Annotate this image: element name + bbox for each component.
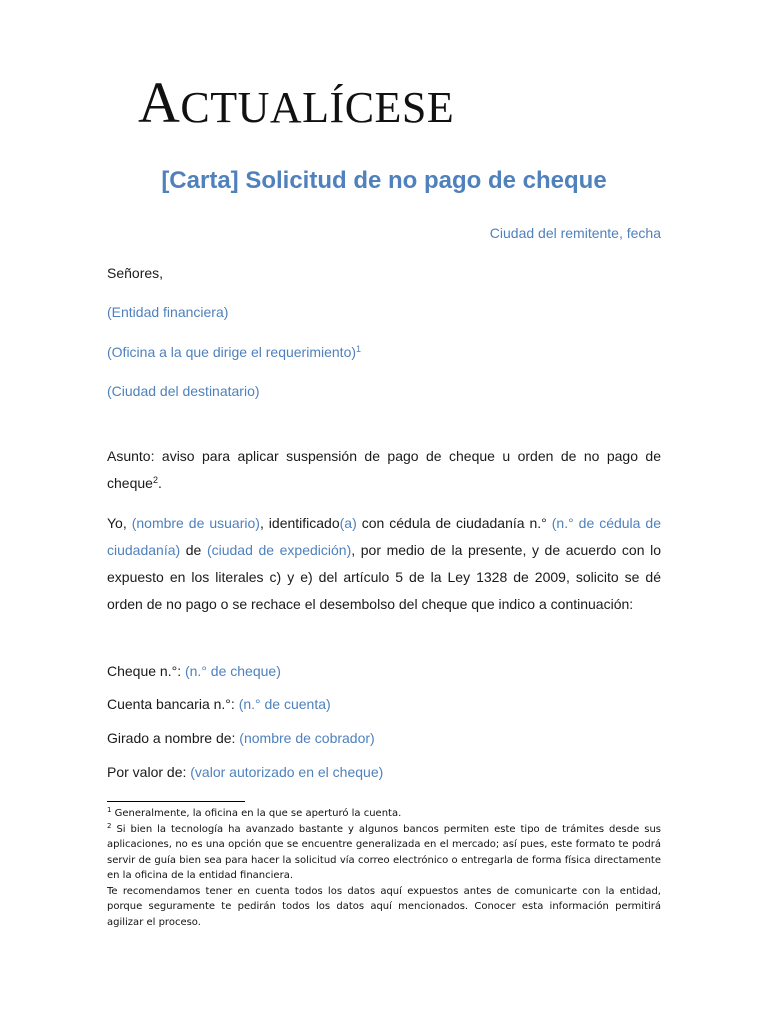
footnote-number: 2 <box>107 821 112 830</box>
field-account-number <box>107 695 331 713</box>
footnote-text: Generalmente, la oficina en la que se aperturó la cuenta. <box>111 808 402 819</box>
placeholder-user-name: (nombre de usuario) <box>131 515 260 531</box>
field-payee <box>107 729 375 747</box>
body-paragraph <box>107 510 661 618</box>
footnote-ref-2: 2 <box>152 475 158 485</box>
recipient-office <box>107 343 361 361</box>
footnote-text: Si bien la tecnología ha avanzado bastante y algunos bancos permiten este tipo de trámites desde sus aplicaciones, no es una opción que se encuentre generalizada en el mercado; así pues, este formato te podrá servir de guía bien sea para hacer la solicitud vía correo electrónico o entregarla de forma física directamente en la oficina de la entidad financiera. <box>107 823 661 881</box>
field-label: Por valor de: <box>107 764 191 780</box>
recipient-office-text: (Oficina a la que dirige el requerimiento) <box>107 344 357 360</box>
body-identified: , identificado <box>259 515 340 531</box>
placeholder-issue-city: (ciudad de expedición) <box>206 542 352 558</box>
logo-rest: CTUALÍCESE <box>180 83 455 132</box>
logo-initial: A <box>138 70 181 135</box>
field-amount <box>107 763 383 781</box>
footnote-separator <box>107 801 245 802</box>
field-label: Cheque n.°: <box>107 663 185 679</box>
placeholder-id-number: (n.° de cédula de ciudadanía) <box>107 515 661 558</box>
field-cheque-number <box>107 662 281 680</box>
field-placeholder: (n.° de cheque) <box>184 663 281 679</box>
greeting: Señores, <box>107 265 164 281</box>
body-with-id: con cédula de ciudadanía n.° <box>356 515 552 531</box>
body-rest: , por medio de la presente, y de acuerdo con lo expuesto en los literales c) y e) del artículo 5 de la Ley 1328 de 2009, solicito se dé orden de no pago o se rechace el desembolso del cheque que indico a continuación: <box>107 542 661 612</box>
field-label: Girado a nombre de: <box>107 730 240 746</box>
footnote-1 <box>107 806 661 822</box>
body-de: de <box>180 542 207 558</box>
recipient-entity: (Entidad financiera) <box>107 304 229 320</box>
place-date: Ciudad del remitente, fecha <box>489 225 661 241</box>
subject-text: Asunto: aviso para aplicar suspensión de pago de cheque u orden de no pago de cheque <box>107 448 661 491</box>
footnotes <box>107 806 661 930</box>
placeholder-gender-suffix: (a) <box>339 515 357 531</box>
footnote-number: 1 <box>107 806 112 814</box>
subject-paragraph <box>107 443 661 497</box>
brand-logo <box>138 70 455 135</box>
footnote-recommendation: Te recomendamos tener en cuenta todos los datos aquí expuestos antes de comunicarte con la entidad, porque seguramente te pedirán todos los datos aquí mencionados. Conocer esta información permitirá agilizar el proceso. <box>107 885 661 928</box>
document-title: [Carta] Solicitud de no pago de cheque <box>161 167 607 194</box>
field-placeholder: (n.° de cuenta) <box>238 696 331 712</box>
field-label: Cuenta bancaria n.°: <box>107 696 239 712</box>
body-yo: Yo, <box>107 515 132 531</box>
field-placeholder: (nombre de cobrador) <box>239 730 375 746</box>
footnote-ref-1: 1 <box>356 344 362 354</box>
subject-end: . <box>157 475 162 491</box>
recipient-city: (Ciudad del destinatario) <box>107 383 260 399</box>
field-placeholder: (valor autorizado en el cheque) <box>190 764 384 780</box>
footnote-2 <box>107 822 661 884</box>
